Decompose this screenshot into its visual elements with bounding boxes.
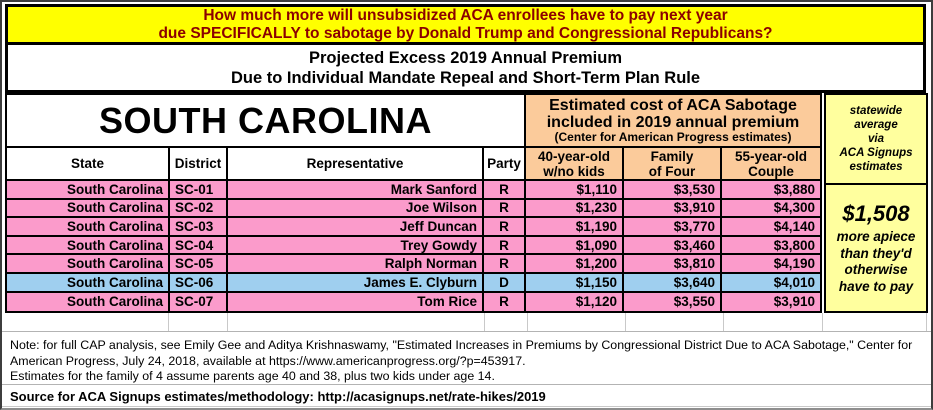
cell-district: SC-06 — [170, 274, 228, 293]
cell-district: SC-07 — [170, 293, 228, 312]
cell-premium-40yo: $1,230 — [526, 200, 624, 219]
divider — [0, 384, 933, 385]
gridline — [484, 313, 485, 331]
statewide-average-value-box: $1,508 more apiece than they'd otherwise have to pay — [824, 183, 928, 313]
cell-premium-family: $3,770 — [624, 218, 722, 237]
col-header-party: Party — [484, 148, 526, 181]
cap-header-line1: Estimated cost of ACA Sabotage — [549, 97, 797, 114]
cell-representative: James E. Clyburn — [228, 274, 484, 293]
col-header-55yo: 55-year-old Couple — [722, 148, 820, 181]
cell-premium-55yo: $3,800 — [722, 237, 820, 256]
cell-representative: Jeff Duncan — [228, 218, 484, 237]
gridline — [822, 313, 823, 331]
col-header-family: Family of Four — [624, 148, 722, 181]
statewide-average-sidebar — [824, 93, 928, 313]
cell-party: R — [484, 255, 526, 274]
cell-premium-family: $3,640 — [624, 274, 722, 293]
banner-line1: How much more will unsubsidized ACA enrollees have to pay next year — [203, 6, 728, 24]
cell-premium-55yo: $3,880 — [722, 181, 820, 200]
col-header-district: District — [170, 148, 228, 181]
cell-state: South Carolina — [7, 293, 170, 312]
gridline — [227, 313, 228, 331]
cell-premium-family: $3,460 — [624, 237, 722, 256]
cell-party: D — [484, 274, 526, 293]
cell-representative: Mark Sanford — [228, 181, 484, 200]
cap-header-line3: (Center for American Progress estimates) — [554, 130, 792, 144]
cell-state: South Carolina — [7, 237, 170, 256]
cell-district: SC-04 — [170, 237, 228, 256]
gridline — [168, 313, 169, 331]
cell-state: South Carolina — [7, 255, 170, 274]
cell-party: R — [484, 200, 526, 219]
cell-district: SC-03 — [170, 218, 228, 237]
cell-party: R — [484, 218, 526, 237]
cell-premium-40yo: $1,090 — [526, 237, 624, 256]
cell-premium-55yo: $4,010 — [722, 274, 820, 293]
cell-premium-55yo: $4,140 — [722, 218, 820, 237]
cell-premium-40yo: $1,110 — [526, 181, 624, 200]
cell-representative: Ralph Norman — [228, 255, 484, 274]
divider — [0, 331, 933, 332]
gridline — [625, 313, 626, 331]
cell-premium-55yo: $4,300 — [722, 200, 820, 219]
cell-premium-family: $3,910 — [624, 200, 722, 219]
divider — [0, 406, 933, 407]
cell-premium-family: $3,810 — [624, 255, 722, 274]
source-line: Source for ACA Signups estimates/methodology: http://acasignups.net/rate-hikes/2019 — [10, 389, 546, 404]
cell-premium-family: $3,530 — [624, 181, 722, 200]
cell-state: South Carolina — [7, 218, 170, 237]
gridline — [527, 313, 528, 331]
cell-premium-55yo: $3,910 — [722, 293, 820, 312]
cell-state: South Carolina — [7, 200, 170, 219]
banner-line2: due SPECIFICALLY to sabotage by Donald Trump and Congressional Republicans? — [158, 24, 773, 42]
cell-party: R — [484, 181, 526, 200]
cell-district: SC-05 — [170, 255, 228, 274]
cell-premium-55yo: $4,190 — [722, 255, 820, 274]
cell-representative: Trey Gowdy — [228, 237, 484, 256]
premium-table — [5, 93, 822, 313]
cap-estimates-header — [526, 95, 820, 148]
statewide-average-value: $1,508 — [842, 201, 910, 226]
col-header-representative: Representative — [228, 148, 484, 181]
table-subtitle — [5, 45, 926, 93]
cell-premium-40yo: $1,200 — [526, 255, 624, 274]
cell-state: South Carolina — [7, 181, 170, 200]
banner-title — [5, 4, 926, 45]
cell-party: R — [484, 237, 526, 256]
state-title: SOUTH CAROLINA — [7, 95, 526, 148]
subtitle-line2: Due to Individual Mandate Repeal and Short-Term Plan Rule — [230, 68, 701, 87]
cell-representative: Tom Rice — [228, 293, 484, 312]
cap-header-line2: included in 2019 annual premium — [546, 114, 800, 131]
statewide-average-label: statewide average via ACA Signups estimates — [824, 93, 928, 185]
footnote: Note: for full CAP analysis, see Emily Gee and Aditya Krishnaswamy, "Estimated Increases in Premiums by Congressional District Due to ACA Sabotage," Center for American Progress, July 24, 2018, available at https://www.americanprogress.org/?p=453917. Estimates for the family of 4 assume parents age 40 and 38, plus two kids under age 14. — [10, 338, 913, 383]
cell-premium-40yo: $1,190 — [526, 218, 624, 237]
col-header-40yo: 40-year-old w/no kids — [526, 148, 624, 181]
col-header-state: State — [7, 148, 170, 181]
cell-premium-family: $3,550 — [624, 293, 722, 312]
cell-state: South Carolina — [7, 274, 170, 293]
gridline — [723, 313, 724, 331]
cell-premium-40yo: $1,150 — [526, 274, 624, 293]
cell-representative: Joe Wilson — [228, 200, 484, 219]
cell-premium-40yo: $1,120 — [526, 293, 624, 312]
subtitle-line1: Projected Excess 2019 Annual Premium — [308, 48, 623, 67]
cell-party: R — [484, 293, 526, 312]
cell-district: SC-01 — [170, 181, 228, 200]
gridline — [926, 313, 927, 331]
cell-district: SC-02 — [170, 200, 228, 219]
